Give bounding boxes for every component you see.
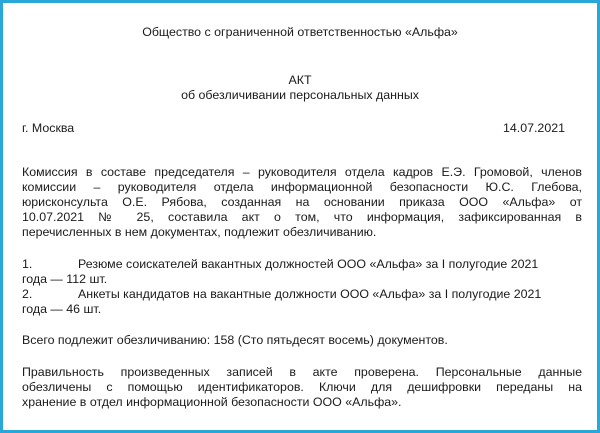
list-item-text: Анкеты кандидатов на вакантные должности ООО «Альфа» за I полугодие 2021 [78, 287, 542, 301]
document-date: 14.07.2021 [502, 121, 565, 135]
list-item-text: года — 46 шт. [22, 302, 102, 316]
closing-line: обезличены с помощью идентификаторов. Ключи для дешифровки переданы на [22, 380, 582, 394]
closing-line: хранение в отдел информационной безопасности ООО «Альфа». [22, 395, 402, 409]
total-count: Всего подлежит обезличиванию: 158 (Сто пятьдесят восемь) документов. [22, 333, 448, 347]
intro-line: комиссии – руководителя отдела информационной безопасности Ю.С. Глебова, [22, 180, 582, 194]
list-item-number: 1. [22, 257, 33, 271]
intro-line: 10.07.2021 № 25, составила акт о том, что информация, зафиксированная в [22, 210, 582, 224]
intro-line: юрисконсульта О.Е. Рябова, созданная на основании приказа ООО «Альфа» от [22, 195, 582, 209]
intro-line: Комиссия в составе председателя – руководителя отдела кадров Е.Э. Громовой, членов [22, 165, 582, 179]
city: г. Москва [22, 121, 75, 135]
list-item-number: 2. [22, 287, 33, 301]
closing-line: Правильность произведенных записей в акте проверена. Персональные данные [22, 365, 582, 379]
list-item [22, 287, 582, 317]
organization-name: Общество с ограниченной ответственностью «Альфа» [142, 25, 458, 39]
intro-paragraph [22, 165, 582, 240]
document-subtitle: об обезличивании персональных данных [181, 88, 419, 102]
intro-line: перечисленных в нем документах, подлежит обезличиванию. [22, 225, 377, 239]
list-item-text: Резюме соискателей вакантных должностей ООО «Альфа» за I полугодие 2021 [78, 257, 539, 271]
list-item [22, 257, 582, 287]
closing-paragraph [22, 365, 582, 410]
list-item-text: года — 112 шт. [22, 272, 108, 286]
document-title: АКТ [288, 73, 312, 87]
